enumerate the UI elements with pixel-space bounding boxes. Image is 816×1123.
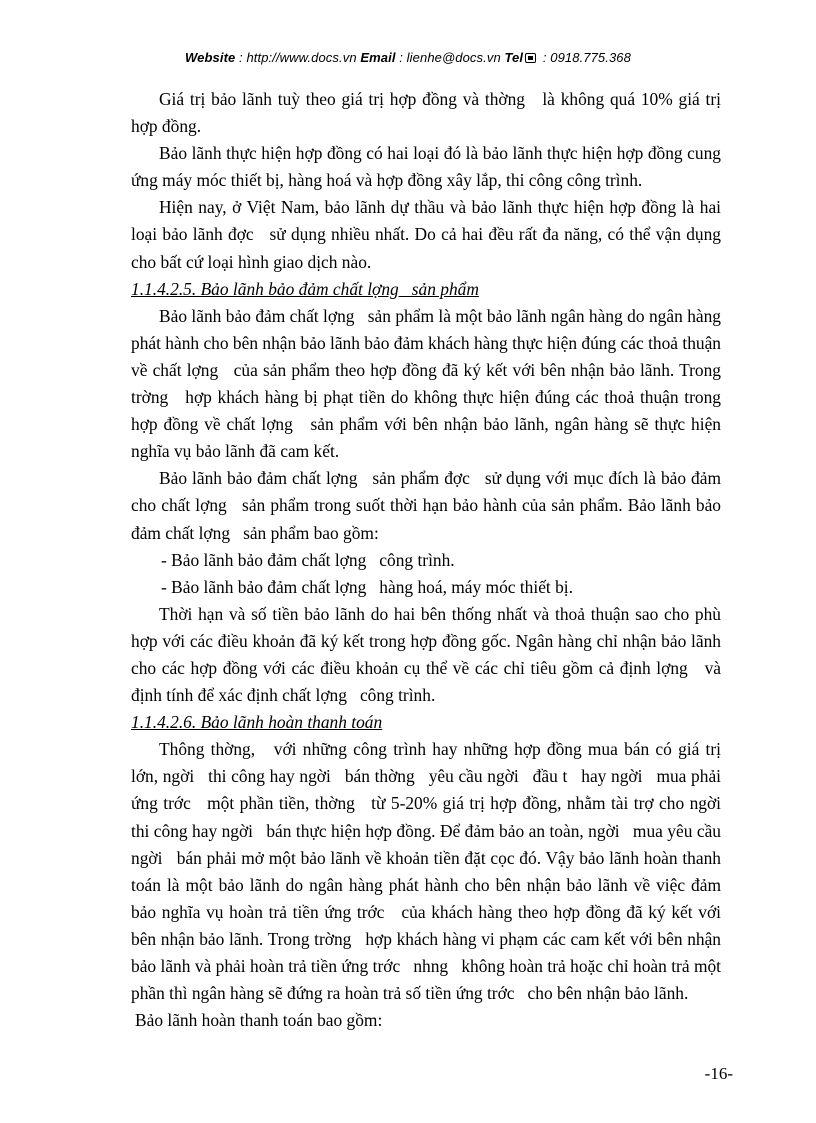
paragraph-vietnam-usage: Hiện nay, ở Việt Nam, bảo lãnh dự thầu và bảo lãnh thực hiện hợp đồng là hai loại bảo lãnh đợc sử dụng nhiều nhất. Do cả hai đều rất đa năng, có thể vận dụng cho bất cứ loại hình giao dịch nào. <box>131 197 726 272</box>
phone-icon <box>525 53 536 63</box>
paragraph-advance-payment: Thông thờng, với những công trình hay những hợp đồng mua bán có giá trị lớn, ngời thi công hay ngời bán thờng yêu cầu ngời đầu t hay ngời mua phải ứng trớc một phần tiền, thờng từ 5-20% giá trị hợp đồng, nhằm tài trợ cho ngời thi công hay ngời bán thực hiện hợp đồng. Để đảm bảo an toàn, ngời mua yêu cầu ngời bán phải mở một bảo lãnh về khoản tiền đặt cọc đó. Vậy bảo lãnh hoàn thanh toán là một bảo lãnh do ngân hàng phát hành cho bên nhận bảo lãnh về việc đảm bảo nghĩa vụ hoàn trả tiền ứng trớc của khách hàng theo hợp đồng đã ký kết với bên nhận bảo lãnh. Trong trờng hợp khách hàng vi phạm các cam kết với bên nhận bảo lãnh và phải hoàn trả tiền ứng trớc nhng không hoàn trả hoặc chỉ hoàn trả một phần thì ngân hàng sẽ đứng ra hoàn trả số tiền ứng trớc cho bên nhận bảo lãnh. <box>131 739 735 1004</box>
paragraph-quality-purpose: Bảo lãnh bảo đảm chất lợng sản phẩm đợc sử dụng với mục đích là bảo đảm cho chất lợng sản phẩm trong suốt thời hạn bảo hành của sản phẩm. Bảo lãnh bảo đảm chất lợng sản phẩm bao gồm: <box>131 468 726 543</box>
document-body <box>131 86 735 1034</box>
paragraph-term-amount: Thời hạn và số tiền bảo lãnh do hai bên thống nhất và thoả thuận sao cho phù hợp với các điều khoản đã ký kết trong hợp đồng gốc. Ngân hàng chỉ nhận bảo lãnh cho các hợp đồng với các điều khoản cụ thể về các chỉ tiêu gồm cả định lợng và định tính để xác định chất lợng công trình. <box>131 603 726 706</box>
email-value: : lienhe@docs.vn <box>395 50 505 65</box>
website-value: : http://www.docs.vn <box>235 50 361 65</box>
website-label: Website <box>185 50 236 65</box>
paragraph-guarantee-value: Giá trị bảo lãnh tuỳ theo giá trị hợp đồng và thờng là không quá 10% giá trị hợp đồng. <box>131 89 726 137</box>
tel-label: Tel <box>504 50 524 65</box>
section-heading-quality-guarantee: 1.1.4.2.5. Bảo lãnh bảo đảm chất lợng sản phẩm <box>131 278 479 299</box>
page-number: -16- <box>704 1064 733 1083</box>
paragraph-quality-definition: Bảo lãnh bảo đảm chất lợng sản phẩm là một bảo lãnh ngân hàng do ngân hàng phát hành cho bên nhận bảo lãnh bảo đảm khách hàng thực hiện đúng các thoả thuận về chất lợng của sản phẩm theo hợp đồng đã ký kết với bên nhận bảo lãnh. Trong trờng hợp khách hàng bị phạt tiền do không thực hiện đúng các thoả thuận trong hợp đồng về chất lợng sản phẩm với bên nhận bảo lãnh, ngân hàng sẽ thực hiện nghĩa vụ bảo lãnh đã cam kết. <box>131 305 726 462</box>
email-label: Email <box>360 50 396 65</box>
tel-value: : 0918.775.368 <box>539 50 631 65</box>
section-heading-advance-payment: 1.1.4.2.6. Bảo lãnh hoàn thanh toán <box>131 712 383 733</box>
list-item: - Bảo lãnh bảo đảm chất lợng hàng hoá, máy móc thiết bị. <box>161 576 573 597</box>
page-header <box>0 50 816 65</box>
paragraph-includes: Bảo lãnh hoàn thanh toán bao gồm: <box>135 1010 383 1031</box>
paragraph-performance-types: Bảo lãnh thực hiện hợp đồng có hai loại đó là bảo lãnh thực hiện hợp đồng cung ứng máy móc thiết bị, hàng hoá và hợp đồng xây lắp, thi công công trình. <box>131 143 726 191</box>
list-item: - Bảo lãnh bảo đảm chất lợng công trình. <box>161 549 455 570</box>
